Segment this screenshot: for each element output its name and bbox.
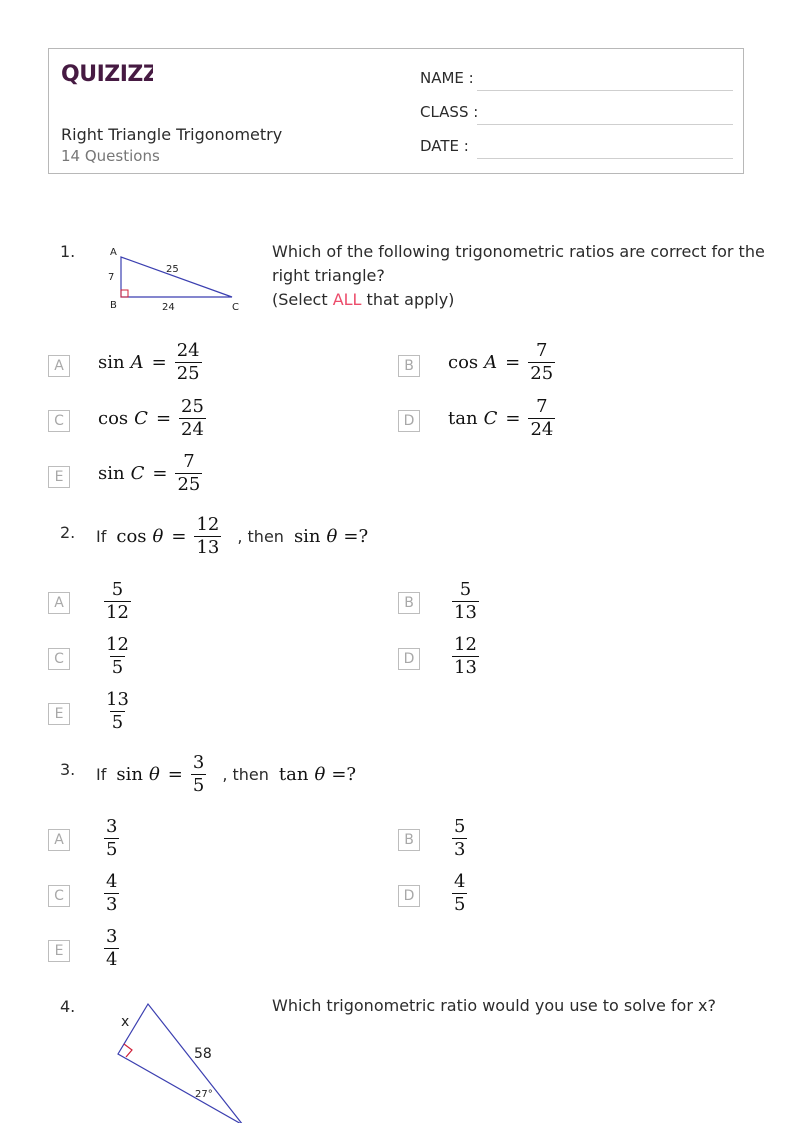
q2-option-d-box[interactable]: D: [398, 648, 420, 670]
fn-text: cos: [98, 408, 129, 429]
fn-text: tan: [448, 408, 478, 429]
q4-label-x: x: [121, 1014, 130, 1030]
q1-option-e-box[interactable]: E: [48, 466, 70, 488]
q1-select-all: ALL: [332, 290, 362, 309]
fn-text: cos: [116, 526, 147, 547]
q4-triangle-figure: [100, 995, 260, 1123]
fraction: [452, 816, 467, 861]
question-count: 14 Questions: [61, 147, 160, 165]
q1-triangle: [121, 257, 232, 297]
q3-option-b[interactable]: [452, 816, 467, 861]
ask-tail: =?: [331, 764, 357, 785]
denominator: 24: [530, 419, 554, 440]
q2-option-c-box[interactable]: C: [48, 648, 70, 670]
q1-option-c[interactable]: [98, 396, 206, 441]
theta: θ: [152, 526, 164, 547]
q1-text-line-2: right triangle?: [272, 266, 385, 285]
q1-label-b: B: [110, 300, 117, 311]
q2-option-e-box[interactable]: E: [48, 703, 70, 725]
question-4-number: 4.: [60, 997, 76, 1016]
fraction: [191, 752, 206, 797]
q2-option-b[interactable]: [452, 579, 479, 624]
if-text: If: [96, 527, 107, 546]
q1-side-ac: 25: [166, 264, 179, 275]
denominator: 4: [106, 949, 118, 970]
q4-label-58: 58: [194, 1046, 212, 1062]
name-field[interactable]: [420, 67, 733, 91]
q2-option-b-box[interactable]: B: [398, 592, 420, 614]
fraction: [175, 451, 202, 496]
fraction: [179, 396, 206, 441]
numerator: 5: [111, 579, 124, 600]
numerator: 12: [106, 634, 129, 655]
q3-option-a[interactable]: [104, 816, 119, 861]
q1-triangle-figure: [104, 244, 248, 314]
numerator: 25: [181, 396, 204, 417]
q1-select-post: that apply): [361, 290, 455, 309]
q2-option-e[interactable]: [104, 689, 131, 734]
q3-option-c-box[interactable]: C: [48, 885, 70, 907]
var-text: C: [134, 408, 148, 429]
numerator: 5: [459, 579, 472, 600]
date-label: DATE :: [420, 137, 469, 155]
numerator: 7: [536, 396, 548, 417]
denominator: 12: [106, 602, 129, 623]
numerator: 3: [106, 816, 118, 837]
equals-sign: =: [151, 352, 167, 373]
fraction: [104, 816, 119, 861]
theta: θ: [148, 764, 160, 785]
numerator: 12: [196, 514, 220, 535]
question-4-text: Which trigonometric ratio would you use to solve for x?: [272, 996, 716, 1015]
q3-option-b-box[interactable]: B: [398, 829, 420, 851]
question-1-text: [272, 240, 765, 312]
denominator: 3: [106, 894, 118, 915]
fn-text: tan: [278, 764, 309, 785]
name-label: NAME :: [420, 69, 474, 87]
q1-option-d-box[interactable]: D: [398, 410, 420, 432]
fraction: [528, 396, 555, 441]
ask-tail: =?: [343, 526, 369, 547]
question-2-number: 2.: [60, 523, 76, 542]
fraction: [452, 871, 467, 916]
q4-right-angle-mark: [124, 1044, 132, 1057]
q2-option-c[interactable]: [104, 634, 131, 679]
q3-option-a-box[interactable]: A: [48, 829, 70, 851]
var-text: A: [484, 352, 498, 373]
q3-option-c[interactable]: [104, 871, 119, 916]
class-field[interactable]: [420, 101, 733, 125]
denominator: 5: [192, 775, 205, 796]
denominator: 13: [454, 602, 477, 623]
q3-option-e[interactable]: [104, 926, 119, 971]
q2-option-d[interactable]: [452, 634, 479, 679]
fraction: [528, 340, 555, 385]
q3-option-d[interactable]: [452, 871, 467, 916]
q1-option-a[interactable]: [98, 340, 202, 385]
fraction: [104, 689, 131, 734]
q4-angle-label: 27°: [195, 1089, 213, 1100]
denominator: 25: [530, 363, 554, 384]
numerator: 13: [106, 689, 129, 710]
denominator: 3: [454, 839, 466, 860]
question-1-number: 1.: [60, 242, 76, 261]
var-text: C: [130, 463, 145, 484]
q3-option-d-box[interactable]: D: [398, 885, 420, 907]
fn-text: sin: [116, 764, 143, 785]
q2-option-a-box[interactable]: A: [48, 592, 70, 614]
if-text: If: [96, 765, 107, 784]
denominator: 5: [111, 657, 124, 678]
date-field[interactable]: [420, 135, 733, 159]
equals-sign: =: [152, 463, 168, 484]
q1-option-e[interactable]: [98, 451, 202, 496]
question-2-text: [96, 514, 368, 559]
equals-sign: =: [505, 352, 521, 373]
q1-select-pre: (Select: [272, 290, 333, 309]
denominator: 13: [196, 537, 220, 558]
q1-side-ab: 7: [108, 272, 115, 283]
q4-triangle: [118, 1004, 243, 1123]
q2-option-a[interactable]: [104, 579, 131, 624]
denominator: 25: [177, 474, 201, 495]
equals-sign: =: [171, 526, 187, 547]
class-line[interactable]: [477, 124, 733, 125]
theta: θ: [326, 526, 338, 547]
fraction: [104, 634, 131, 679]
numerator: 3: [192, 752, 205, 773]
fraction: [104, 926, 119, 971]
numerator: 7: [535, 340, 548, 361]
numerator: 24: [176, 340, 200, 361]
worksheet-title: Right Triangle Trigonometry: [61, 125, 283, 144]
fn-text: sin: [293, 526, 321, 547]
numerator: 4: [106, 871, 118, 892]
q1-option-d[interactable]: [448, 396, 555, 441]
equals-sign: =: [167, 764, 183, 785]
quizizz-logo: [61, 59, 153, 91]
numerator: 12: [454, 634, 477, 655]
q1-option-b-box[interactable]: B: [398, 355, 420, 377]
q1-side-bc: 24: [162, 302, 175, 313]
denominator: 5: [454, 894, 466, 915]
q1-option-c-box[interactable]: C: [48, 410, 70, 432]
q1-option-a-box[interactable]: A: [48, 355, 70, 377]
numerator: 7: [183, 451, 195, 472]
then-text: , then: [222, 765, 269, 784]
q1-right-angle-mark: [121, 290, 128, 297]
question-3-number: 3.: [60, 760, 76, 779]
q1-label-c: C: [232, 302, 239, 313]
denominator: 24: [181, 419, 204, 440]
numerator: 5: [454, 816, 466, 837]
fn-text: cos: [448, 352, 479, 373]
theta: θ: [314, 764, 326, 785]
fraction: [104, 871, 119, 916]
question-3-text: [96, 752, 356, 797]
logo-text: QUIZIZZ: [61, 62, 153, 87]
q1-text-line-3: [272, 288, 765, 312]
q1-text-line-1: Which of the following trigonometric ratios are correct for the: [272, 242, 765, 261]
q3-option-e-box[interactable]: E: [48, 940, 70, 962]
class-label: CLASS :: [420, 103, 479, 121]
fraction: [194, 514, 221, 559]
fraction: [104, 579, 131, 624]
numerator: 3: [106, 926, 118, 947]
worksheet-header: [48, 48, 744, 174]
fn-text: sin: [98, 463, 125, 484]
equals-sign: =: [505, 408, 521, 429]
then-text: , then: [237, 527, 284, 546]
q1-option-b[interactable]: [448, 340, 555, 385]
name-line[interactable]: [477, 90, 733, 91]
fraction: [452, 634, 479, 679]
denominator: 5: [106, 839, 118, 860]
numerator: 4: [454, 871, 466, 892]
var-text: A: [130, 352, 144, 373]
fn-text: sin: [98, 352, 125, 373]
denominator: 5: [111, 712, 124, 733]
denominator: 13: [454, 657, 477, 678]
denominator: 25: [176, 363, 200, 384]
equals-sign: =: [155, 408, 172, 429]
q1-label-a: A: [110, 247, 117, 258]
date-line[interactable]: [477, 158, 733, 159]
fraction: [452, 579, 479, 624]
var-text: C: [483, 408, 498, 429]
fraction: [175, 340, 202, 385]
